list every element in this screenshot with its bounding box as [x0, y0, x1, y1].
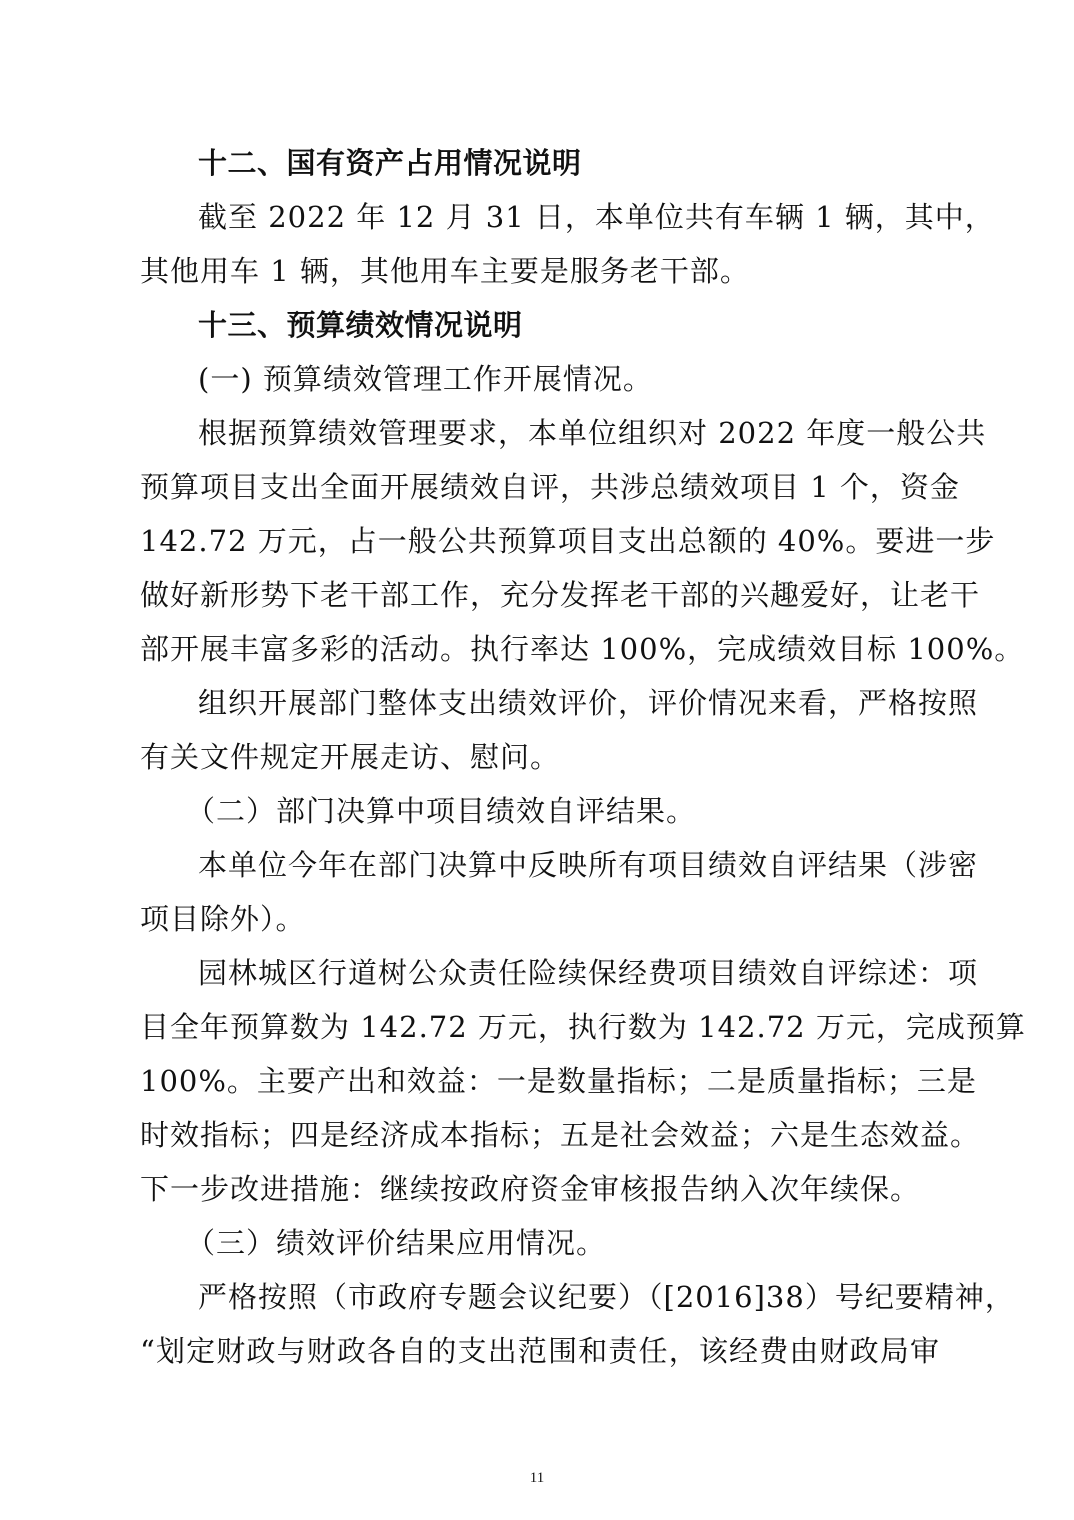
paragraph-line: 预算项目支出全面开展绩效自评，共涉总绩效项目 1 个，资金	[140, 470, 960, 504]
paragraph-line: 根据预算绩效管理要求，本单位组织对 2022 年度一般公共	[198, 416, 987, 450]
paragraph-line: 截至 2022 年 12 月 31 日，本单位共有车辆 1 辆，其中，	[198, 200, 995, 234]
subsection-heading-3: （三）绩效评价结果应用情况。	[186, 1226, 607, 1260]
paragraph-line: 目全年预算数为 142.72 万元，执行数为 142.72 万元，完成预算	[140, 1010, 1026, 1044]
paragraph-line: 做好新形势下老干部工作，充分发挥老干部的兴趣爱好，让老干	[140, 578, 981, 612]
paragraph-line: 项目除外）。	[140, 902, 306, 936]
paragraph-line: 下一步改进措施：继续按政府资金审核报告纳入次年续保。	[140, 1172, 921, 1206]
paragraph-line: 有关文件规定开展走访、慰问。	[140, 740, 561, 774]
paragraph-line: 部开展丰富多彩的活动。执行率达 100%，完成绩效目标 100%。	[140, 632, 1025, 666]
paragraph-line: 园林城区行道树公众责任险续保经费项目绩效自评综述：项	[198, 956, 979, 990]
paragraph-line: 100%。主要产出和效益：一是数量指标；二是质量指标；三是	[140, 1064, 977, 1098]
paragraph-line: 142.72 万元，占一般公共预算项目支出总额的 40%。要进一步	[140, 524, 996, 558]
subsection-heading-2: （二）部门决算中项目绩效自评结果。	[186, 794, 697, 828]
paragraph-line: 时效指标；四是经济成本指标；五是社会效益；六是生态效益。	[140, 1118, 981, 1152]
subsection-heading-1: (一) 预算绩效管理工作开展情况。	[198, 362, 653, 396]
page-number: 11	[529, 1470, 545, 1486]
paragraph-line: 严格按照（市政府专题会议纪要）（[2016]38）号纪要精神，	[198, 1280, 1015, 1314]
section-heading-13: 十三、预算绩效情况说明	[198, 308, 523, 342]
paragraph-line: “划定财政与财政各自的支出范围和责任，该经费由财政局审	[140, 1334, 940, 1368]
section-heading-12: 十二、国有资产占用情况说明	[198, 146, 582, 180]
paragraph-line: 组织开展部门整体支出绩效评价，评价情况来看，严格按照	[198, 686, 979, 720]
paragraph-line: 其他用车 1 辆，其他用车主要是服务老干部。	[140, 254, 750, 288]
paragraph-line: 本单位今年在部门决算中反映所有项目绩效自评结果（涉密	[198, 848, 979, 882]
